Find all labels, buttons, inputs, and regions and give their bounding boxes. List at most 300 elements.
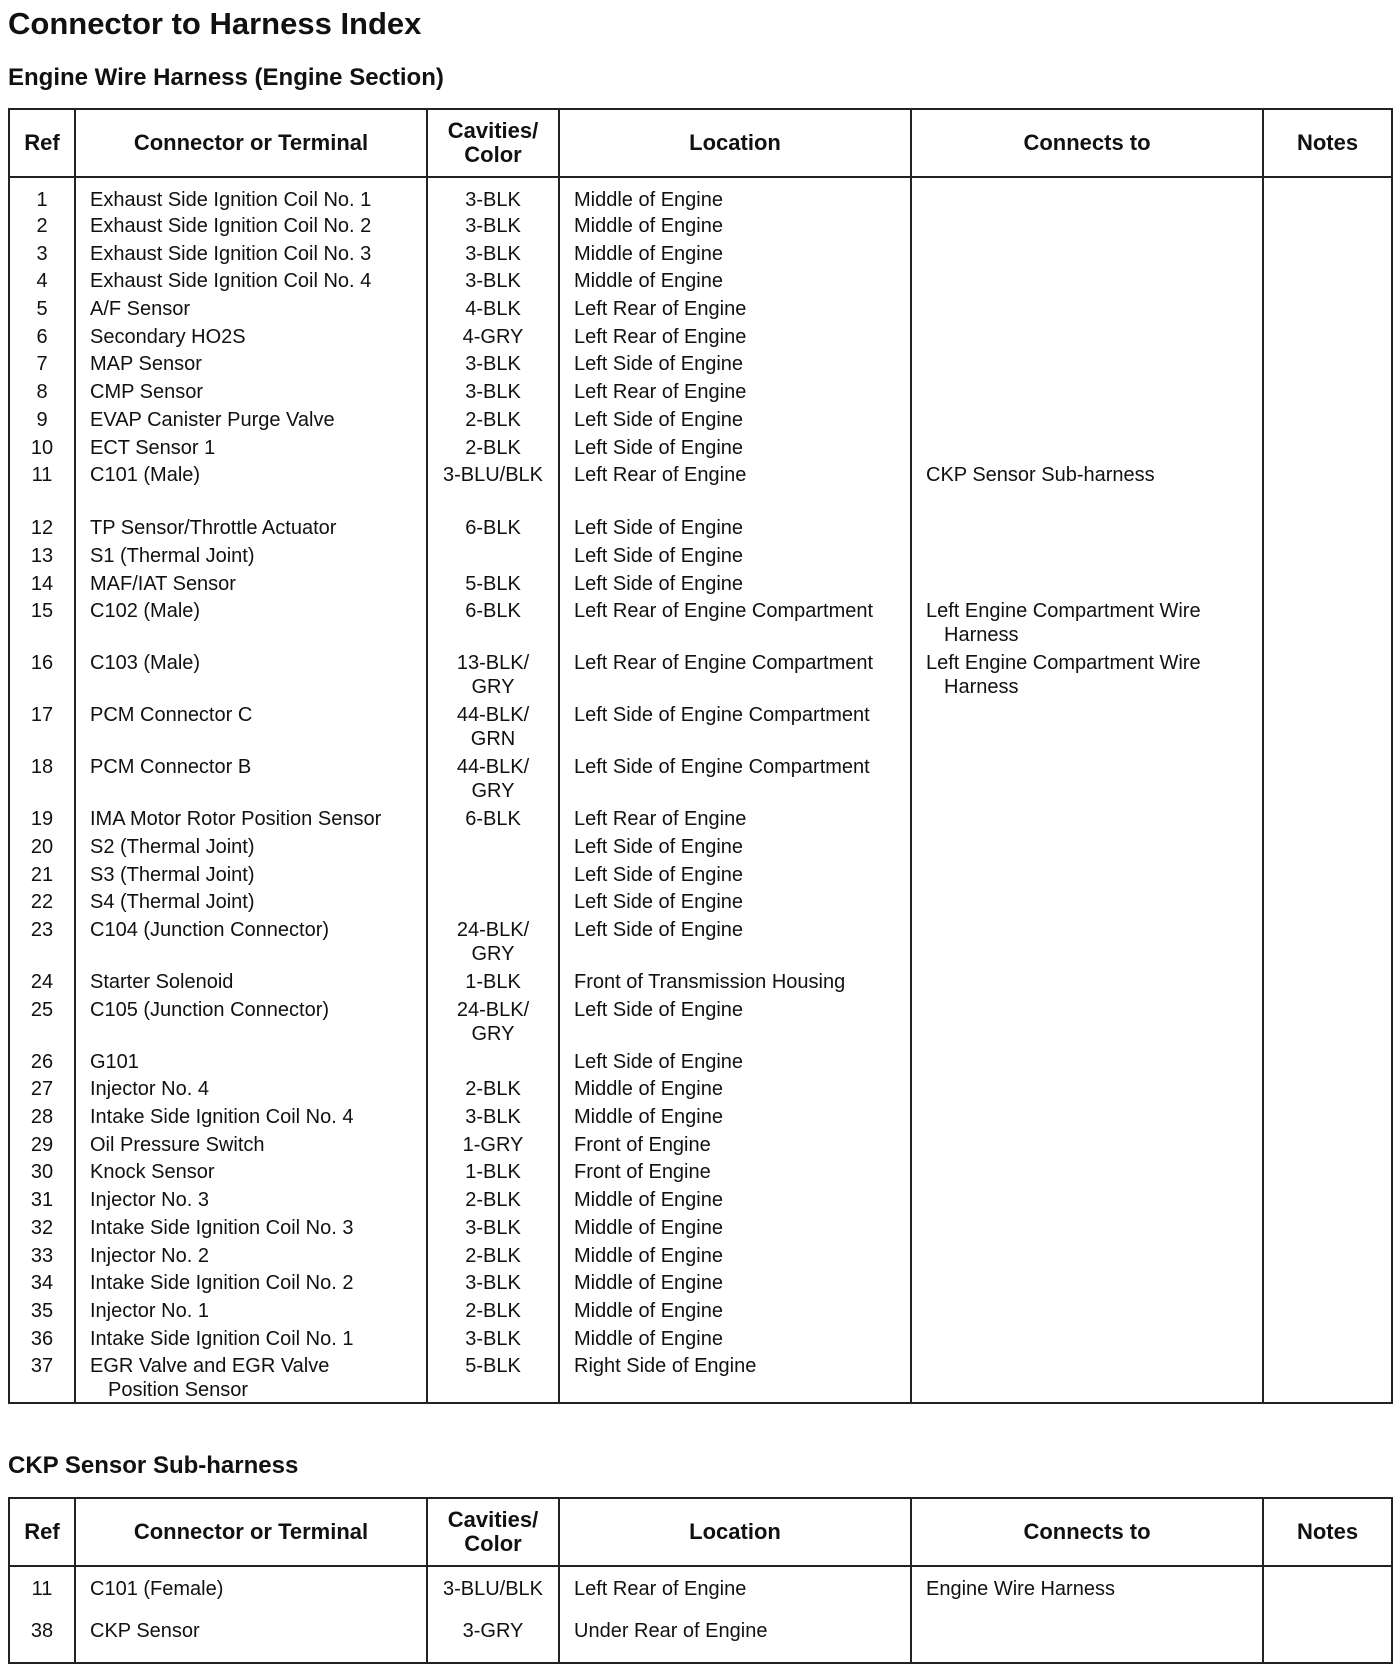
cell-connects-to (911, 1105, 1263, 1133)
cell-connects-to (911, 970, 1263, 998)
cell-connects-to (911, 516, 1263, 544)
cell-location: Middle of Engine (559, 1299, 911, 1327)
cell-connector (75, 1299, 427, 1327)
connects-to-text: CKP Sensor Sub-harness (926, 464, 1155, 487)
cell-ref: 30 (9, 1160, 75, 1188)
cell-connects-to (911, 1077, 1263, 1105)
cell-cavities-color (427, 807, 559, 835)
cavities-text-continued: GRY (471, 943, 515, 965)
cell-location: Right Side of Engine (559, 1354, 911, 1403)
header-connector: Connector or Terminal (75, 109, 427, 177)
cavities-text: 2-BLK (465, 1299, 521, 1322)
table-row (9, 436, 1392, 464)
connects-to-text: Left Engine Compartment Wire (926, 652, 1201, 675)
table-row (9, 1244, 1392, 1272)
cell-notes (1263, 352, 1392, 380)
table-row (9, 970, 1392, 998)
cavities-text: 3-BLK (465, 1106, 521, 1129)
cell-cavities-color (427, 1299, 559, 1327)
cell-connector (75, 380, 427, 408)
cavities-text: 3-BLK (465, 270, 521, 293)
cell-connector (75, 516, 427, 544)
cell-connector (75, 214, 427, 242)
cavities-text: 6-BLK (465, 600, 521, 623)
cell-location: Middle of Engine (559, 242, 911, 270)
table-row (9, 214, 1392, 242)
connector-text: S1 (Thermal Joint) (90, 544, 255, 567)
cell-connects-to (911, 214, 1263, 242)
cell-ref: 20 (9, 835, 75, 863)
connector-text: Injector No. 2 (90, 1244, 209, 1267)
cell-cavities-color (427, 1619, 559, 1663)
cell-notes (1263, 1327, 1392, 1355)
cell-connector (75, 1271, 427, 1299)
cell-cavities-color (427, 755, 559, 807)
cavities-text-continued: GRY (471, 780, 515, 803)
connector-text: Exhaust Side Ignition Coil No. 4 (90, 270, 372, 293)
cell-notes (1263, 1077, 1392, 1105)
cell-notes (1263, 1354, 1392, 1403)
cell-connector (75, 918, 427, 970)
cell-location: Left Side of Engine (559, 998, 911, 1050)
cell-cavities-color (427, 1160, 559, 1188)
ckp-harness-table-body (9, 1566, 1392, 1663)
cell-connects-to (911, 1299, 1263, 1327)
cell-connects-to (911, 651, 1263, 703)
cell-ref: 21 (9, 863, 75, 891)
cell-connector (75, 463, 427, 516)
table-row (9, 1619, 1392, 1663)
table-row (9, 352, 1392, 380)
cell-cavities-color (427, 599, 559, 651)
cell-connector (75, 807, 427, 835)
connector-text: IMA Motor Rotor Position Sensor (90, 808, 382, 831)
cell-connector (75, 1619, 427, 1663)
cell-notes (1263, 1271, 1392, 1299)
cell-location: Left Rear of Engine Compartment (559, 651, 911, 703)
connector-text: Exhaust Side Ignition Coil No. 2 (90, 215, 372, 237)
header-cavities-line2: Color (464, 1531, 522, 1556)
cell-connects-to (911, 242, 1263, 270)
connector-text: TP Sensor/Throttle Actuator (90, 517, 337, 540)
header-cavities-line1: Cavities/ (447, 118, 539, 143)
cell-notes (1263, 890, 1392, 918)
cell-location: Middle of Engine (559, 1271, 911, 1299)
cell-location: Left Side of Engine (559, 918, 911, 970)
cell-cavities-color (427, 1244, 559, 1272)
cell-notes (1263, 1619, 1392, 1663)
cell-notes (1263, 297, 1392, 325)
cell-location: Middle of Engine (559, 1188, 911, 1216)
connector-text: C102 (Male) (90, 600, 201, 623)
cell-notes (1263, 998, 1392, 1050)
cell-connects-to (911, 918, 1263, 970)
cell-location: Left Side of Engine Compartment (559, 703, 911, 755)
cell-notes (1263, 1244, 1392, 1272)
connector-text: Intake Side Ignition Coil No. 3 (90, 1216, 354, 1239)
cell-notes (1263, 599, 1392, 651)
header-cavities (427, 109, 559, 177)
cell-location: Middle of Engine (559, 1327, 911, 1355)
cell-connects-to (911, 863, 1263, 891)
table-row (9, 572, 1392, 600)
connector-text: S4 (Thermal Joint) (90, 891, 255, 914)
cavities-text: 3-BLK (465, 381, 521, 404)
table-row (9, 463, 1392, 516)
cell-notes (1263, 380, 1392, 408)
cell-location: Under Rear of Engine (559, 1619, 911, 1663)
cell-cavities-color (427, 1327, 559, 1355)
cell-ref: 7 (9, 352, 75, 380)
cell-connects-to (911, 755, 1263, 807)
cell-ref: 37 (9, 1354, 75, 1403)
cell-connects-to (911, 998, 1263, 1050)
cell-location: Middle of Engine (559, 177, 911, 214)
cell-connects-to (911, 703, 1263, 755)
cell-connector (75, 408, 427, 436)
cell-location: Left Rear of Engine (559, 807, 911, 835)
connector-text: EGR Valve and EGR Valve (90, 1355, 330, 1378)
cell-location: Left Side of Engine (559, 572, 911, 600)
connector-text: Intake Side Ignition Coil No. 1 (90, 1327, 354, 1350)
cell-cavities-color (427, 1050, 559, 1078)
cell-connects-to (911, 325, 1263, 353)
cell-connects-to (911, 436, 1263, 464)
cell-cavities-color (427, 918, 559, 970)
cell-location: Middle of Engine (559, 1244, 911, 1272)
cell-notes (1263, 242, 1392, 270)
table-row (9, 516, 1392, 544)
cell-location: Left Side of Engine (559, 408, 911, 436)
cell-notes (1263, 807, 1392, 835)
cell-connector (75, 1216, 427, 1244)
cell-connector (75, 863, 427, 891)
cavities-text: 2-BLK (465, 408, 521, 431)
cell-connector (75, 599, 427, 651)
cell-connects-to (911, 1160, 1263, 1188)
section-title-ckp-sub-harness: CKP Sensor Sub-harness (8, 1452, 299, 1479)
cell-cavities-color (427, 572, 559, 600)
cell-connects-to (911, 1354, 1263, 1403)
connector-text: C104 (Junction Connector) (90, 919, 330, 941)
cell-ref: 16 (9, 651, 75, 703)
cell-notes (1263, 651, 1392, 703)
cell-cavities-color (427, 516, 559, 544)
table-row (9, 1077, 1392, 1105)
connector-text: PCM Connector B (90, 756, 252, 779)
connector-text: C101 (Male) (90, 464, 201, 487)
cell-cavities-color (427, 1105, 559, 1133)
cell-cavities-color (427, 269, 559, 297)
connector-text: Injector No. 3 (90, 1189, 209, 1212)
cell-location: Left Rear of Engine (559, 297, 911, 325)
cell-ref: 22 (9, 890, 75, 918)
cell-connector (75, 755, 427, 807)
cavities-text: 1-GRY (462, 1133, 524, 1156)
cell-connector (75, 1354, 427, 1403)
cell-connects-to (911, 352, 1263, 380)
cell-notes (1263, 755, 1392, 807)
table-row (9, 242, 1392, 270)
cell-cavities-color (427, 863, 559, 891)
cell-connects-to (911, 1133, 1263, 1161)
cell-cavities-color (427, 835, 559, 863)
cell-ref: 27 (9, 1077, 75, 1105)
cell-connector (75, 1160, 427, 1188)
cell-notes (1263, 1133, 1392, 1161)
connector-text: Exhaust Side Ignition Coil No. 3 (90, 242, 372, 265)
cell-connector (75, 436, 427, 464)
cavities-text: 6-BLK (465, 808, 521, 831)
connector-text: C101 (Female) (90, 1578, 224, 1600)
cell-notes (1263, 325, 1392, 353)
cell-connector (75, 1133, 427, 1161)
cell-location: Left Rear of Engine (559, 380, 911, 408)
table-row (9, 177, 1392, 214)
cell-notes (1263, 463, 1392, 516)
connector-text: CKP Sensor (90, 1620, 200, 1642)
cell-connects-to (911, 463, 1263, 516)
cell-ref: 31 (9, 1188, 75, 1216)
cell-connector (75, 1077, 427, 1105)
cell-ref: 2 (9, 214, 75, 242)
cell-location: Left Side of Engine (559, 544, 911, 572)
cell-ref: 34 (9, 1271, 75, 1299)
cell-notes (1263, 516, 1392, 544)
cell-ref: 9 (9, 408, 75, 436)
table-row (9, 703, 1392, 755)
cavities-text-continued: GRY (471, 676, 515, 699)
cell-notes (1263, 177, 1392, 214)
cell-location: Middle of Engine (559, 1216, 911, 1244)
cell-ref: 24 (9, 970, 75, 998)
cavities-text: 3-BLK (465, 242, 521, 265)
cell-cavities-color (427, 436, 559, 464)
cell-cavities-color (427, 1216, 559, 1244)
table-row (9, 863, 1392, 891)
connector-text: Injector No. 1 (90, 1299, 209, 1322)
cell-connects-to (911, 572, 1263, 600)
cavities-text-continued: GRN (470, 728, 516, 751)
cell-ref: 33 (9, 1244, 75, 1272)
cell-cavities-color (427, 352, 559, 380)
cell-cavities-color (427, 1077, 559, 1105)
cavities-text: 2-BLK (465, 1189, 521, 1212)
cell-location: Left Side of Engine (559, 1050, 911, 1078)
cell-notes (1263, 1160, 1392, 1188)
cavities-text: 3-BLU/BLK (442, 1578, 544, 1600)
connector-text: PCM Connector C (90, 704, 253, 727)
cell-ref: 25 (9, 998, 75, 1050)
connects-to-text: Left Engine Compartment Wire (926, 600, 1201, 623)
connector-text: Knock Sensor (90, 1161, 215, 1184)
connector-text-continued: Position Sensor (108, 1379, 249, 1402)
cell-notes (1263, 1299, 1392, 1327)
cell-cavities-color (427, 177, 559, 214)
cell-ref: 17 (9, 703, 75, 755)
cavities-text: 3-BLK (465, 189, 521, 211)
cell-ref: 18 (9, 755, 75, 807)
cell-connector (75, 890, 427, 918)
connector-text: C105 (Junction Connector) (90, 998, 330, 1021)
section-title-engine-wire-harness: Engine Wire Harness (Engine Section) (8, 64, 444, 91)
cell-ref: 8 (9, 380, 75, 408)
cell-ref: 11 (9, 1566, 75, 1619)
cell-ref: 28 (9, 1105, 75, 1133)
cell-connector (75, 572, 427, 600)
table-row (9, 297, 1392, 325)
cell-connector (75, 835, 427, 863)
cell-ref: 5 (9, 297, 75, 325)
cell-notes (1263, 703, 1392, 755)
cavities-text: 5-BLK (465, 1355, 521, 1378)
cavities-text: 4-GRY (462, 325, 524, 348)
connector-text: Oil Pressure Switch (90, 1133, 265, 1156)
cavities-text: 2-BLK (465, 436, 521, 459)
cell-location: Left Side of Engine (559, 863, 911, 891)
cavities-text: 3-BLK (465, 1272, 521, 1295)
header-connects-to: Connects to (911, 109, 1263, 177)
cell-ref: 29 (9, 1133, 75, 1161)
cell-location: Left Side of Engine (559, 516, 911, 544)
cell-location: Front of Engine (559, 1133, 911, 1161)
cell-cavities-color (427, 463, 559, 516)
cell-notes (1263, 408, 1392, 436)
cavities-text: 3-BLK (465, 1216, 521, 1239)
cell-notes (1263, 436, 1392, 464)
connects-to-text-continued: Harness (944, 676, 1019, 699)
cell-connector (75, 998, 427, 1050)
table-row (9, 1299, 1392, 1327)
cell-notes (1263, 269, 1392, 297)
table-header-row (9, 1498, 1392, 1566)
table-row (9, 325, 1392, 353)
header-connector: Connector or Terminal (75, 1498, 427, 1566)
header-location: Location (559, 109, 911, 177)
cell-connector (75, 544, 427, 572)
page-title: Connector to Harness Index (8, 6, 422, 41)
engine-harness-table (8, 108, 1393, 1404)
cell-cavities-color (427, 325, 559, 353)
cell-connects-to (911, 1216, 1263, 1244)
cell-connector (75, 651, 427, 703)
connector-text: Exhaust Side Ignition Coil No. 1 (90, 189, 372, 211)
cavities-text: 3-BLK (465, 215, 521, 237)
table-row (9, 1050, 1392, 1078)
cell-connector (75, 1105, 427, 1133)
cell-connector (75, 325, 427, 353)
cell-connects-to (911, 380, 1263, 408)
cell-ref: 23 (9, 918, 75, 970)
cell-connects-to (911, 177, 1263, 214)
table-row (9, 1188, 1392, 1216)
cavities-text: 2-BLK (465, 1078, 521, 1101)
cell-connector (75, 970, 427, 998)
cavities-text: 3-BLK (465, 1327, 521, 1350)
cell-connector (75, 1050, 427, 1078)
cell-location: Middle of Engine (559, 1105, 911, 1133)
connector-text: MAF/IAT Sensor (90, 572, 236, 595)
cell-ref: 36 (9, 1327, 75, 1355)
cavities-text-continued: GRY (471, 1022, 515, 1045)
cell-notes (1263, 1216, 1392, 1244)
cell-ref: 15 (9, 599, 75, 651)
table-row (9, 269, 1392, 297)
cavities-text: 1-BLK (465, 971, 521, 993)
header-ref: Ref (9, 109, 75, 177)
cell-location: Left Side of Engine (559, 890, 911, 918)
cell-connects-to (911, 1188, 1263, 1216)
cell-ref: 19 (9, 807, 75, 835)
table-row (9, 1271, 1392, 1299)
cell-location: Middle of Engine (559, 1077, 911, 1105)
cell-notes (1263, 572, 1392, 600)
cell-connects-to (911, 544, 1263, 572)
cell-connects-to (911, 1050, 1263, 1078)
cell-ref: 12 (9, 516, 75, 544)
header-cavities-line2: Color (464, 142, 522, 167)
cell-notes (1263, 835, 1392, 863)
cell-ref: 1 (9, 177, 75, 214)
cell-cavities-color (427, 890, 559, 918)
cell-location: Middle of Engine (559, 269, 911, 297)
cell-connects-to (911, 1566, 1263, 1619)
table-row (9, 1566, 1392, 1619)
table-row (9, 1105, 1392, 1133)
cell-connects-to (911, 297, 1263, 325)
cell-cavities-color (427, 297, 559, 325)
connector-text: CMP Sensor (90, 381, 204, 404)
cavities-text: 5-BLK (465, 572, 521, 595)
connector-text: Injector No. 4 (90, 1078, 209, 1101)
cavities-text: 4-BLK (465, 298, 521, 321)
cell-ref: 6 (9, 325, 75, 353)
table-row (9, 1327, 1392, 1355)
cell-location: Left Side of Engine (559, 352, 911, 380)
table-row (9, 1354, 1392, 1403)
table-row (9, 890, 1392, 918)
header-notes: Notes (1263, 109, 1392, 177)
cell-location: Left Rear of Engine (559, 463, 911, 516)
table-row (9, 1160, 1392, 1188)
cell-ref: 11 (9, 463, 75, 516)
cell-notes (1263, 1050, 1392, 1078)
cell-connects-to (911, 835, 1263, 863)
connector-text: C103 (Male) (90, 652, 201, 675)
cell-notes (1263, 544, 1392, 572)
cell-notes (1263, 1566, 1392, 1619)
cell-notes (1263, 918, 1392, 970)
cell-cavities-color (427, 703, 559, 755)
cavities-text: 44-BLK/ (456, 756, 530, 779)
cavities-text: 3-BLK (465, 353, 521, 376)
cell-cavities-color (427, 1188, 559, 1216)
cell-connector (75, 352, 427, 380)
cell-cavities-color (427, 1566, 559, 1619)
engine-harness-table-body (9, 177, 1392, 1403)
cell-connects-to (911, 599, 1263, 651)
cavities-text: 3-BLU/BLK (442, 464, 544, 487)
table-row (9, 998, 1392, 1050)
cell-ref: 3 (9, 242, 75, 270)
cell-location: Left Side of Engine (559, 436, 911, 464)
connector-text: Secondary HO2S (90, 325, 246, 348)
cell-notes (1263, 970, 1392, 998)
cell-cavities-color (427, 380, 559, 408)
header-ref: Ref (9, 1498, 75, 1566)
header-location: Location (559, 1498, 911, 1566)
cavities-text: 44-BLK/ (456, 704, 530, 727)
